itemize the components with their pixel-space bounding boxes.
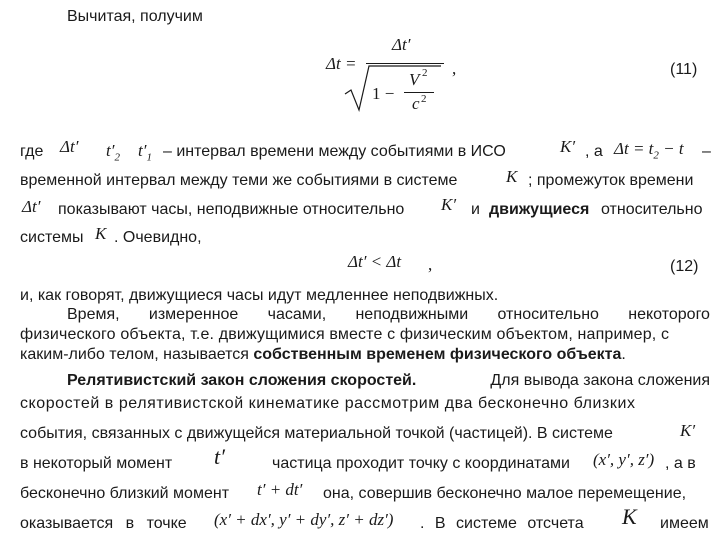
eq12-label: (12) — [670, 258, 699, 275]
eq11-fraction-bar — [366, 63, 444, 64]
p3-line3-k: K′ — [680, 421, 696, 440]
p2-line4: каким-либо телом, называется собственным временем физического объекта. — [20, 346, 626, 363]
p1-line3-dt: Δt′ — [22, 197, 41, 216]
eq11-den-minus: 1 − — [372, 84, 395, 103]
eq11-den-v-exp: 2 — [422, 67, 428, 79]
p3-line4a: в некоторый момент — [20, 455, 173, 472]
eq11-numerator: Δt′ — [392, 35, 411, 54]
p3-line5b: она, совершив бесконечно малое перемещение, — [323, 485, 687, 502]
eq11-den-c: c — [412, 94, 420, 113]
p1-text1: – интервал времени между событиями в ИСО — [163, 143, 506, 160]
p1-k: K — [506, 167, 518, 186]
eq12-expr: Δt′ < Δt — [348, 252, 402, 271]
p3-line6a: оказывается в точке — [20, 515, 187, 532]
p3-line6c: имеем — [660, 515, 709, 532]
p1-dt-def: $\Delta t = t_2 - t$ — [614, 139, 684, 162]
eq11-den-c-exp: 2 — [421, 93, 427, 105]
p1-k-prime: K′ — [560, 137, 576, 156]
p1-a: , а — [585, 143, 603, 160]
p3-line4b: частица проходит точку с координатами — [272, 455, 570, 472]
p3-line5-t: t′ + dt′ — [257, 480, 303, 499]
p1-line3-k: K′ — [441, 195, 457, 214]
p2-line3: физического объекта, т.е. движущимися вместе с физическим объектом, например, с — [20, 326, 670, 343]
eq11-den-v: V — [409, 70, 420, 89]
p2-line1: и, как говорят, движущиеся часы идут медленнее неподвижных. — [20, 287, 499, 304]
p1-line4b: . Очевидно, — [114, 229, 202, 246]
p3-line6-k: K — [622, 504, 637, 529]
p1-line4-k: K — [95, 224, 107, 243]
eq11-label: (11) — [670, 61, 698, 78]
p1-where: где — [20, 143, 44, 160]
eq11-lhs: Δt = — [326, 54, 357, 73]
p1-line2b: ; промежуток времени — [528, 172, 694, 189]
p1-dt-prime: Δt′ — [60, 137, 79, 156]
intro-text: Вычитая, получим — [67, 8, 203, 25]
eq11-comma: , — [452, 59, 457, 78]
p1-line3-bold: движущиеся — [489, 201, 590, 218]
eq11-inner-bar — [404, 92, 434, 93]
p1-dash: – — [702, 143, 711, 160]
p1-t2: $t'_2$ — [106, 141, 120, 164]
p3-line1: Релятивистский закон сложения скоростей. Для вывода закона сложения — [67, 372, 710, 389]
p1-line3b: и — [471, 201, 480, 218]
p1-line4a: системы — [20, 229, 84, 246]
p3-line6b: . В системе отсчета — [420, 515, 584, 532]
p1-line2a: временной интервал между теми же событиями в системе — [20, 172, 458, 189]
p2-line2: Время, измеренное часами, неподвижными относительно некоторого — [67, 306, 710, 323]
eq12-comma: , — [428, 255, 433, 274]
p1-line3c: относительно — [601, 201, 703, 218]
p1-line3a: показывают часы, неподвижные относительно — [58, 201, 405, 218]
p3-line2: скоростей в релятивистской кинематике рассмотрим два бесконечно близких — [20, 395, 636, 412]
p3-line3: события, связанных с движущейся материальной точкой (частицей). В системе — [20, 425, 613, 442]
p3-line4-coords: (x′, y′, z′) — [593, 450, 655, 469]
p1-t1: $t'_1$ — [138, 141, 152, 164]
p3-line4-t: t′ — [214, 444, 225, 469]
p3-line6-coords: (x′ + dx′, y′ + dy′, z′ + dz′) — [214, 510, 394, 529]
p3-line4c: , а в — [665, 455, 696, 472]
p3-line5a: бесконечно близкий момент — [20, 485, 230, 502]
